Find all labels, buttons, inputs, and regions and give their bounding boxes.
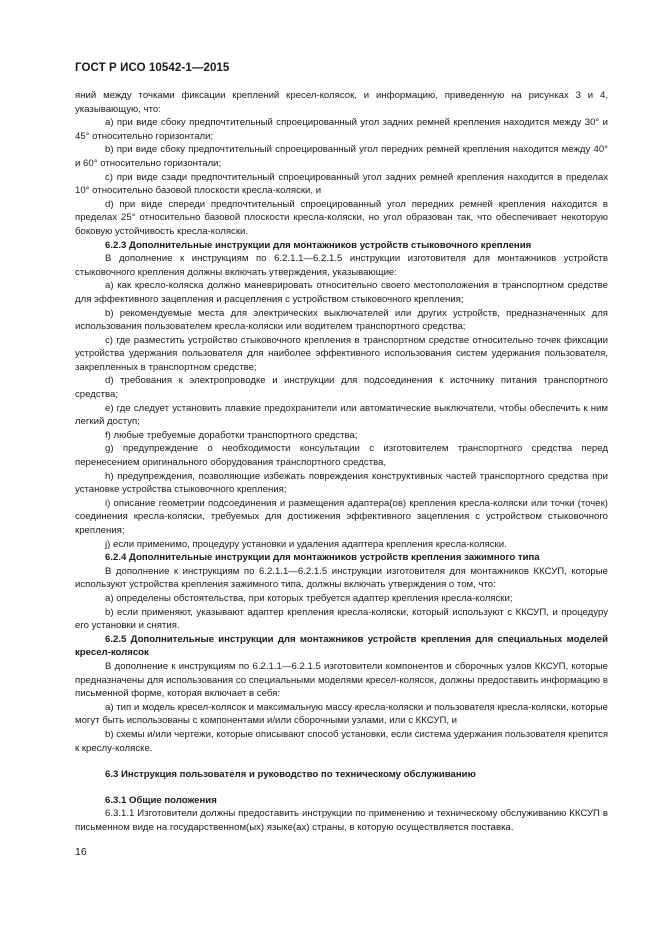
section-heading: 6.3 Инструкция пользователя и руководство по техническому обслуживанию (105, 769, 476, 781)
paragraph: а) при виде сбоку предпочтительный спроецированный угол задних ремней крепления находится между 30° и 45° относительно горизонтали; (75, 117, 608, 142)
paragraph: d) при виде спереди предпочтительный спроецированный угол передних ремней крепления находится в пределах 25° относительно базовой плоскости кресла-коляски, но угол образован так, что обеспечивает некоторую боковую устойчивость кресла-коляски. (75, 198, 608, 237)
paragraph: j) если применимо, процедуру установки и удаления адаптера крепления кресла-коляски. (105, 538, 507, 550)
paragraph: b) при виде сбоку предпочтительный спроецированный угол передних ремней крепления находится между 40° и 60° относительно горизонтали; (75, 144, 608, 169)
paragraph: а) тип и модель кресел-колясок и максимальную массу кресла-коляски и пользователя кресла-коляски, которые могут быть использованы с компонентами и/или сборочными узлами, или с ККСУП, и (75, 701, 608, 727)
section-heading: 6.2.3 Дополнительные инструкции для монтажников устройств стыковочного крепления (105, 239, 532, 251)
paragraph: В дополнение к инструкциям по 6.2.1.1—6.2.1.5 инструкции изготовителя для монтажников ККСУП, которые используют устройства крепления зажимного типа, должны включать утверждения о том, что: (75, 565, 608, 591)
page-number: 16 (75, 846, 87, 858)
paragraph: e) где следует установить плавкие предохранители или автоматические выключатели, чтобы обеспечить к ним легкий доступ; (75, 402, 608, 428)
paragraph: f) любые требуемые доработки транспортного средства; (105, 429, 358, 441)
paragraph: В дополнение к инструкциям по 6.2.1.1—6.2.1.5 инструкции изготовителя для монтажников устройств стыковочного крепления должны включать утверждения, указывающие: (75, 253, 608, 278)
paragraph: g) предупреждение о необходимости консультации с изготовителем транспортного средства перед перенесением оригинального оборудования транспортного средства, (75, 443, 608, 469)
paragraph: 6.3.1.1 Изготовители должны предоставить инструкции по применению и техническому обслуживанию ККСУП в письменном виде на государственном(ых) языке(ах) страны, в которую осуществляется поставка. (75, 808, 608, 833)
paragraph: яний между точками фиксации креплений кресел-колясок, и информацию, приведенную на рисунках 3 и 4, указывающую, что: (75, 90, 608, 115)
paragraph: d) требования к электропроводке и инструкции для подсоединения к источнику питания транспортного средства; (75, 375, 608, 401)
paragraph: h) предупреждения, позволяющие избежать повреждения конструктивных частей транспортного средства при установке устройства стыковочного крепления; (75, 470, 608, 496)
section-heading: 6.2.4 Дополнительные инструкции для монтажников устройств крепления зажимного типа (105, 552, 540, 564)
paragraph: В дополнение к инструкциям по 6.2.1.1—6.2.1.5 изготовители компонентов и сборочных узлов ККСУП, которые предназначены для использования со специальными моделями кресел-колясок, должны предоставить информацию в письменной форме, которая включает в себя: (75, 660, 608, 700)
paragraph: b) схемы и/или чертежи, которые описывают способ установки, если система удержания пользователя крепится к креслу-коляске. (75, 728, 609, 754)
paragraph: c) при виде сзади предпочтительный спроецированный угол задних ремней крепления находится в пределах 10° относительно базовой плоскости кресла-коляски, и (75, 171, 608, 197)
paragraph: i) описание геометрии подсоединения и размещения адаптера(ов) крепления кресла-коляски или точки (точек) соединения кресла-коляски, требуемых для достижения эффективного зацепления с устройством стыковочного крепления; (75, 497, 608, 536)
paragraph: b) рекомендуемые места для электрических выключателей или других устройств, предназначенных для использования пользователем кресла-коляски или водителем транспортного средства; (75, 307, 608, 333)
paragraph: а) как кресло-коляска должно маневрировать относительно своего местоположения в транспортном средстве для эффективного зацепления и расцепления с устройством стыковочного крепления; (75, 280, 608, 305)
paragraph: c) где разместить устройство стыковочного крепления в транспортном средстве относительно точек фиксации устройства удержания пользователя для наиболее эффективного использования систем удержания пользователя, закрепленных в транспортном средстве; (75, 334, 608, 373)
standard-header: ГОСТ Р ИСО 10542-1—2015 (75, 62, 230, 74)
document-body (75, 89, 608, 834)
paragraph: b) если применяют, указывают адаптер крепления кресла-коляски, который используют с ККСУП, и процедуру его установки и снятия. (75, 606, 608, 632)
section-heading: 6.3.1 Общие положения (105, 794, 217, 806)
paragraph: а) определены обстоятельства, при которых требуется адаптер крепления кресла-коляски; (105, 592, 513, 604)
section-heading: 6.2.5 Дополнительные инструкции для монтажников устройств крепления для специальных моделей кресел-колясок (75, 633, 608, 659)
